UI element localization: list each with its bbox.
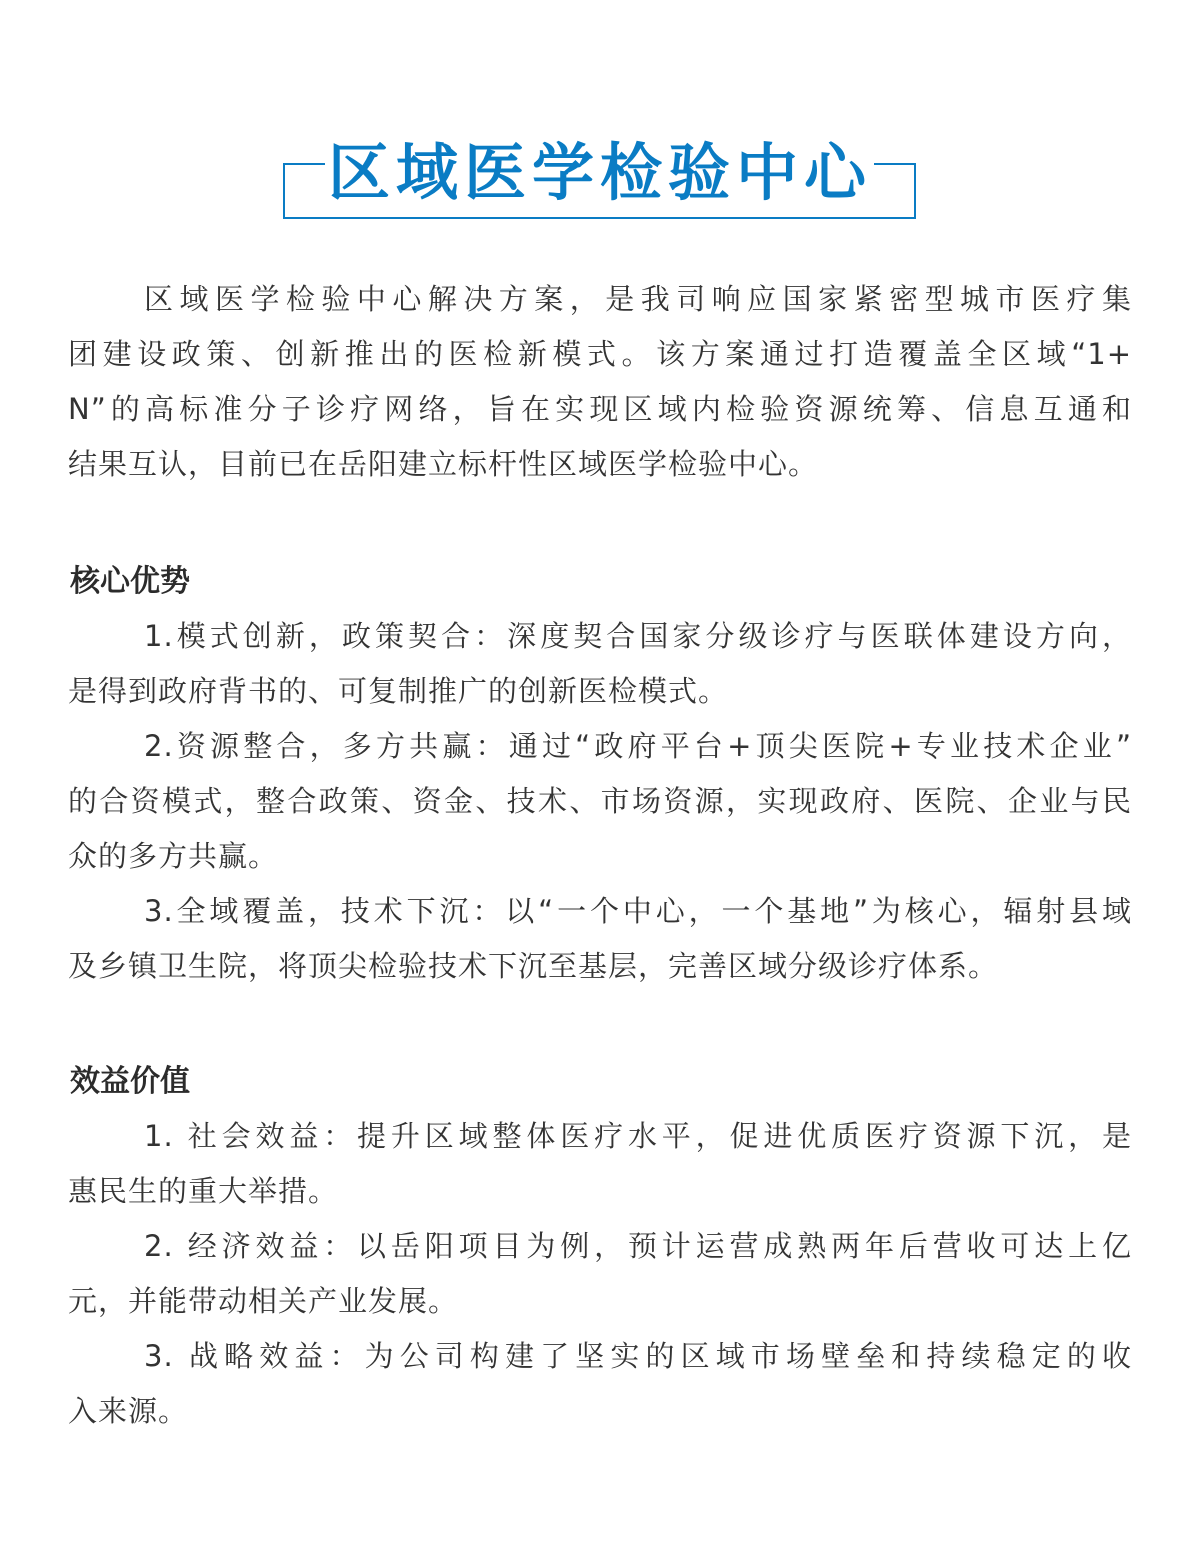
advantage-line: 3.全域覆盖，技术下沉：以“一个中心，一个基地”为核心，辐射县域 (144, 894, 1132, 928)
advantage-item-3 (68, 884, 1132, 994)
benefit-line: 2. 经济效益：以岳阳项目为例，预计运营成熟两年后营收可达上亿 (144, 1229, 1132, 1263)
advantage-line: 2.资源整合，多方共赢：通过“政府平台+顶尖医院+专业技术企业” (144, 729, 1132, 763)
advantage-line: 及乡镇卫生院，将顶尖检验技术下沉至基层，完善区域分级诊疗体系。 (68, 949, 999, 983)
advantage-item-2 (68, 719, 1132, 884)
benefit-line: 3. 战略效益：为公司构建了坚实的区域市场壁垒和持续稳定的收 (144, 1339, 1132, 1373)
advantage-line: 是得到政府背书的、可复制推广的创新医检模式。 (68, 674, 729, 708)
benefit-item-2 (68, 1219, 1132, 1329)
advantage-item-1 (68, 609, 1132, 719)
page-title: 区域医学检验中心 (327, 136, 872, 209)
benefit-line: 入来源。 (68, 1394, 189, 1428)
intro-line: 团建设政策、创新推出的医检新模式。该方案通过打造覆盖全区域“1+ (68, 337, 1132, 371)
advantage-line: 的合资模式，整合政策、资金、技术、市场资源，实现政府、医院、企业与民 (68, 784, 1132, 818)
intro-line: N”的高标准分子诊疗网络，旨在实现区域内检验资源统筹、信息互通和 (68, 392, 1132, 426)
section-heading-benefits: 效益价值 (70, 1064, 190, 1099)
advantage-line: 众的多方共赢。 (68, 839, 279, 873)
benefit-line: 元，并能带动相关产业发展。 (68, 1284, 459, 1318)
advantage-line: 1.模式创新，政策契合：深度契合国家分级诊疗与医联体建设方向， (144, 619, 1132, 653)
section-heading-core-advantages: 核心优势 (70, 564, 190, 599)
intro-line: 区域医学检验中心解决方案，是我司响应国家紧密型城市医疗集 (144, 282, 1132, 316)
benefit-line: 惠民生的重大举措。 (68, 1174, 339, 1208)
benefit-item-3 (68, 1329, 1132, 1439)
benefit-line: 1. 社会效益：提升区域整体医疗水平，促进优质医疗资源下沉，是 (144, 1119, 1132, 1153)
intro-line: 结果互认，目前已在岳阳建立标杆性区域医学检验中心。 (68, 447, 819, 481)
benefit-item-1 (68, 1109, 1132, 1219)
intro-paragraph (68, 272, 1132, 492)
